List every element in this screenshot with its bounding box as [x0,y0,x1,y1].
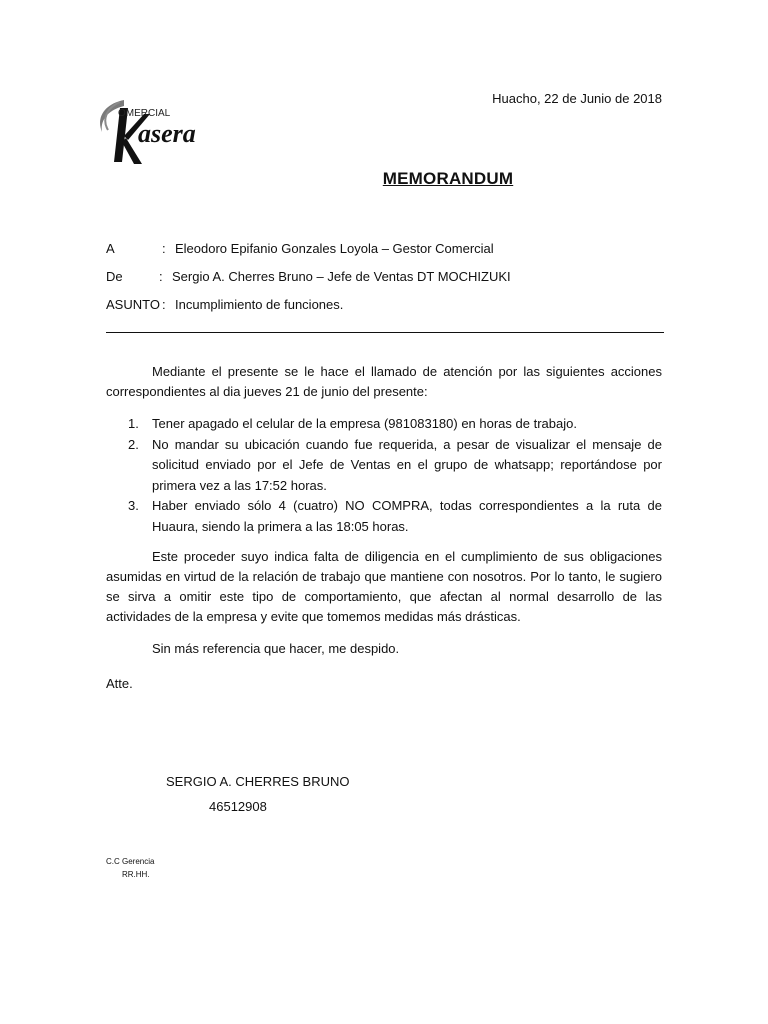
company-logo [98,98,222,168]
actions-list [106,414,662,537]
page-title: MEMORANDUM [382,169,514,188]
list-item [106,496,662,537]
body-paragraph: Este proceder suyo indica falta de diligencia en el cumplimiento de sus obligaciones asumidas en virtud de la relación de trabajo que mantiene con nosotros. Por lo tanto, le sugiero se sirva a omitir este tipo de comportamiento, que afectan al normal desarrollo de las actividades de la empresa y evite que tomemos medidas más drásticas. [106,549,662,624]
logo-top-text: OMERCIAL [118,108,171,119]
subject-label: ASUNTO [106,297,160,312]
closing-line: Sin más referencia que hacer, me despido. [152,641,400,656]
cc-line-2: RR.HH. [122,870,150,879]
list-item-number: 3. [128,498,139,513]
from-separator: : [159,269,163,284]
list-item-text: No mandar su ubicación cuando fue requerida, a pesar de visualizar el mensaje de solicitud enviado por el Jefe de Ventas en el grupo de whatsapp; reportándose por primera vez a las 17:52 horas. [152,436,662,493]
list-item [106,414,662,435]
list-item [106,435,662,497]
logo-brand-text: asera [138,119,196,148]
subject-separator: : [162,297,166,312]
signature-name: SERGIO A. CHERRES BRUNO [166,774,350,789]
list-item-text: Haber enviado sólo 4 (cuatro) NO COMPRA, todas correspondientes a la ruta de Huaura, siendo la primera a las 18:05 horas. [152,498,662,534]
subject-value: Incumplimiento de funciones. [175,297,344,312]
atte-line: Atte. [106,676,133,691]
from-label: De [106,269,123,284]
list-item-number: 2. [128,436,139,452]
signature-id: 46512908 [209,799,267,814]
to-separator: : [162,241,166,256]
from-value: Sergio A. Cherres Bruno – Jefe de Ventas DT MOCHIZUKI [172,269,511,284]
list-item-number: 1. [128,416,139,431]
intro-paragraph: Mediante el presente se le hace el llamado de atención por las siguientes acciones correspondientes al dia jueves 21 de junio del presente: [106,364,662,399]
kasera-logo-graphic [98,98,222,168]
to-value: Eleodoro Epifanio Gonzales Loyola – Gestor Comercial [175,241,494,256]
header-divider [106,332,664,333]
list-item-text: Tener apagado el celular de la empresa (981083180) en horas de trabajo. [152,416,577,431]
cc-line-1: C.C Gerencia [106,857,155,866]
memo-date: Huacho, 22 de Junio de 2018 [492,91,662,106]
to-label: A [106,241,115,256]
